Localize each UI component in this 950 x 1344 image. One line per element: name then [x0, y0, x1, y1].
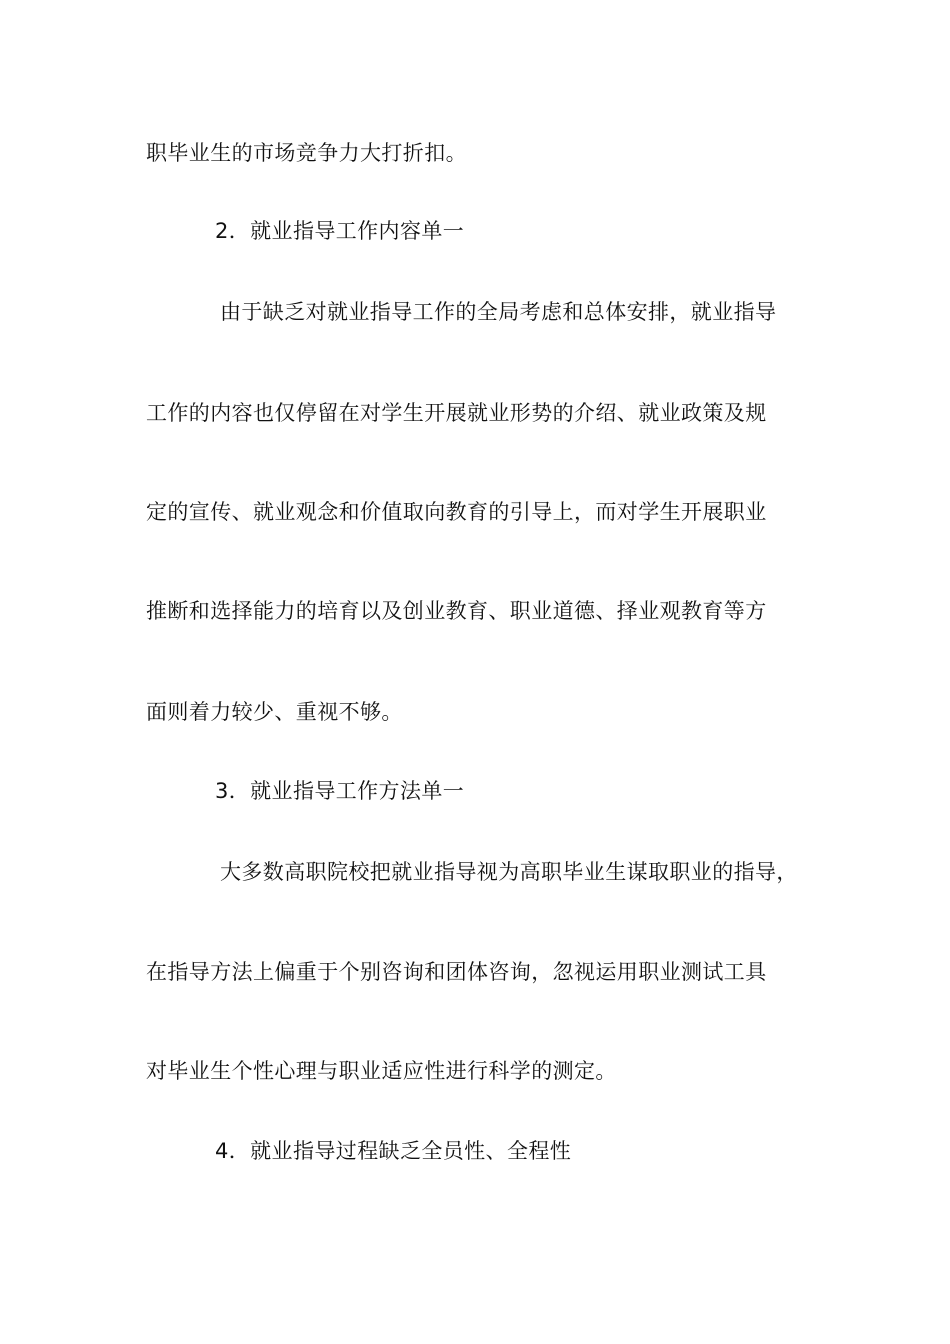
paragraph-line: 在指导方法上偏重于个别咨询和团体咨询，忽视运用职业测试工具 [146, 960, 767, 984]
section-heading-3: 3．就业指导工作方法单一 [215, 779, 465, 803]
paragraph-line: 对毕业生个性心理与职业适应性进行科学的测定。 [146, 1059, 617, 1083]
paragraph-line: 工作的内容也仅停留在对学生开展就业形势的介绍、就业政策及规 [146, 401, 767, 425]
paragraph-line: 推断和选择能力的培育以及创业教育、职业道德、择业观教育等方 [146, 599, 767, 623]
paragraph-line: 职毕业生的市场竞争力大打折扣。 [146, 141, 467, 165]
section-heading-2: 2．就业指导工作内容单一 [215, 219, 465, 243]
paragraph-line: 定的宣传、就业观念和价值取向教育的引导上，而对学生开展职业 [146, 500, 767, 524]
paragraph-line: 大多数高职院校把就业指导视为高职毕业生谋取职业的指导， [220, 860, 798, 884]
paragraph-line: 面则着力较少、重视不够。 [146, 700, 403, 724]
paragraph-line: 由于缺乏对就业指导工作的全局考虑和总体安排，就业指导 [220, 300, 777, 324]
section-heading-4: 4．就业指导过程缺乏全员性、全程性 [215, 1139, 572, 1163]
